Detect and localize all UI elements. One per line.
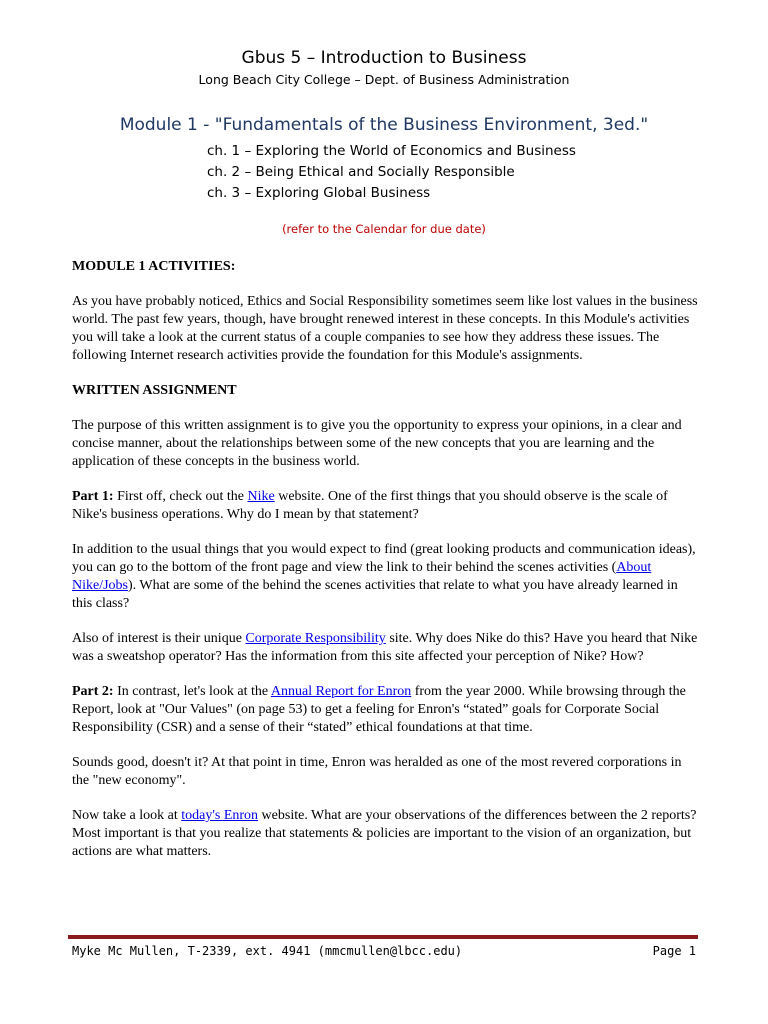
text-span: Now take a look at — [72, 808, 182, 823]
activities-intro: As you have probably noticed, Ethics and Social Responsibility sometimes seem like lost values in the business world. The past few years, though, have brought renewed interest in these concepts. In this Module's activities you will take a look at the current status of a couple companies to see how they address these issues. The following Internet research activities provide the foundation for this Module's assignments. — [72, 294, 698, 363]
text-span: site. Why does Nike do this? Have you heard that Nike was a sweatshop operator? Has the information from this site affected your perception of Nike? How? — [72, 631, 698, 664]
document-body — [72, 258, 700, 878]
written-purpose: The purpose of this written assignment is to give you the opportunity to express your opinions, in a clear and concise manner, about the relationships between some of the new concepts that you are learning and the application of these concepts in the business world. — [72, 418, 682, 469]
text-span: website. One of the first things that you should observe is the scale of Nike's business operations. Why do I mean by that statement? — [72, 489, 668, 522]
text-span: In contrast, let's look at the — [113, 684, 271, 699]
enron-annual-report-link[interactable]: Annual Report for Enron — [270, 684, 412, 699]
footer-divider — [68, 935, 698, 939]
part1-csr-paragraph — [72, 630, 700, 666]
about-nike-jobs-link[interactable]: About Nike/Jobs — [72, 560, 652, 593]
part2-sounds-good-paragraph: Sounds good, doesn't it? At that point in time, Enron was heralded as one of the most revered corporations in the "new economy". — [72, 755, 682, 788]
course-subtitle: Long Beach City College – Dept. of Business Administration — [198, 72, 570, 87]
todays-enron-link[interactable]: today's Enron — [181, 808, 259, 823]
text-span: In addition to the usual things that you would expect to find (great looking products and communication ideas), you can go to the bottom of the front page and view the link to their behind the scenes activities ( — [72, 542, 696, 575]
part1-paragraph — [72, 488, 700, 524]
nike-link[interactable]: Nike — [247, 489, 275, 504]
course-title: Gbus 5 – Introduction to Business — [241, 48, 527, 68]
part1-behind-scenes-paragraph — [72, 541, 700, 613]
chapter-list — [207, 141, 576, 204]
text-span: First off, check out the — [113, 489, 248, 504]
due-date-note: (refer to the Calendar for due date) — [282, 222, 486, 236]
footer-contact: Myke Mc Mullen, T-2339, ext. 4941 (mmcmullen@lbcc.edu) — [72, 944, 463, 958]
part2-label: Part 2: — [72, 684, 114, 699]
part2-paragraph — [72, 683, 700, 737]
text-span: website. What are your observations of the differences between the 2 reports? Most important is that you realize that statements & policies are important to the vision of an organization, but actions are what matters. — [72, 808, 697, 859]
chapter-item: ch. 3 – Exploring Global Business — [207, 185, 431, 201]
page-number: Page 1 — [652, 944, 696, 958]
part1-label: Part 1: — [72, 489, 114, 504]
written-assignment-heading: WRITTEN ASSIGNMENT — [72, 383, 237, 398]
module-title: Module 1 - "Fundamentals of the Business Environment, 3ed." — [119, 115, 649, 135]
activities-heading: MODULE 1 ACTIVITIES: — [72, 259, 236, 274]
text-span: Also of interest is their unique — [72, 631, 246, 646]
text-span: ). What are some of the behind the scenes activities that relate to what you have already learned in this class? — [72, 578, 678, 611]
text-span: from the year 2000. While browsing through the Report, look at "Our Values" (on page 53) to get a feeling for Enron's “stated” goals for Corporate Social Responsibility (CSR) and a sense of their “stated” ethical foundations at that time. — [72, 684, 686, 735]
chapter-item: ch. 1 – Exploring the World of Economics and Business — [207, 143, 576, 159]
part2-todays-enron-paragraph — [72, 807, 700, 861]
chapter-item: ch. 2 – Being Ethical and Socially Responsible — [207, 164, 515, 180]
corporate-responsibility-link[interactable]: Corporate Responsibility — [245, 631, 386, 646]
